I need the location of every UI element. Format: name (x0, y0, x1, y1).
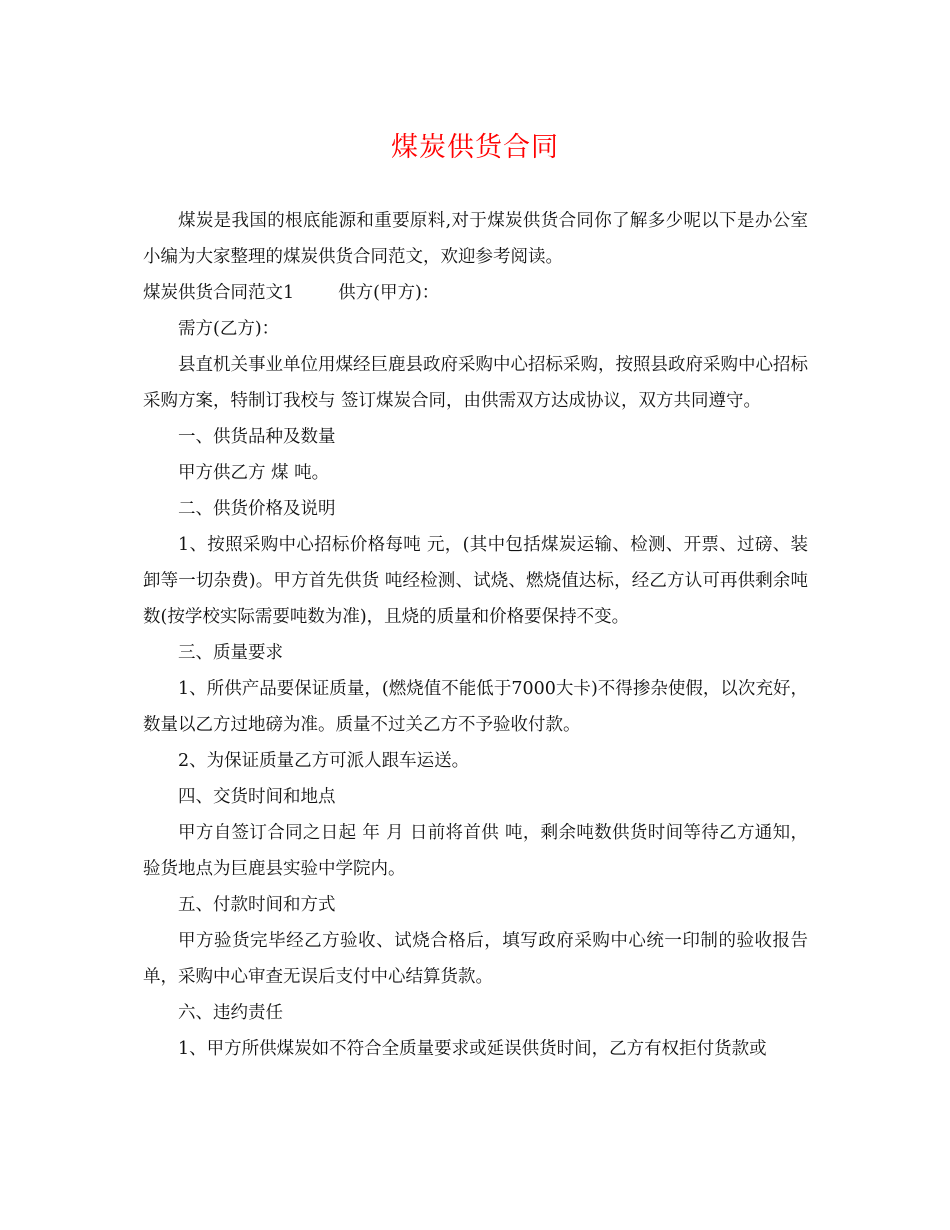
section-heading-5: 五、付款时间和方式 (178, 895, 336, 915)
party-a-label: 供方(甲方)： (338, 283, 440, 303)
section-heading-4: 四、交货时间和地点 (178, 787, 336, 807)
document-body (143, 203, 808, 1067)
section-heading-2: 二、供货价格及说明 (178, 499, 336, 519)
paragraph-quantity: 甲方供乙方 煤 吨。 (178, 463, 330, 483)
section-heading-1: 一、供货品种及数量 (178, 427, 336, 447)
paragraph-preamble: 县直机关事业单位用煤经巨鹿县政府采购中心招标采购，按照县政府采购中心招标采购方案，特制订我校与 签订煤炭合同，由供需双方达成协议，双方共同遵守。 (143, 355, 808, 411)
paragraph-intro: 煤炭是我国的根底能源和重要原料,对于煤炭供货合同你了解多少呢以下是办公室小编为大家整理的煤炭供货合同范文，欢迎参考阅读。 (143, 211, 808, 267)
paragraph-liability-1: 1、甲方所供煤炭如不符合全质量要求或延误供货时间，乙方有权拒付货款或 (178, 1039, 767, 1059)
paragraph-price: 1、按照采购中心招标价格每吨 元，(其中包括煤炭运输、检测、开票、过磅、装卸等一切杂费)。甲方首先供货 吨经检测、试烧、燃烧值达标，经乙方认可再供剩余吨数(按学校实际需要吨数为准)，且烧的质量和价格要保持不变。 (143, 535, 808, 627)
paragraph-sample-heading (143, 275, 808, 311)
section-heading-3: 三、质量要求 (178, 643, 283, 663)
paragraph-quality-2: 2、为保证质量乙方可派人跟车运送。 (178, 751, 470, 771)
party-b-label: 需方(乙方)： (178, 319, 280, 339)
paragraph-payment: 甲方验货完毕经乙方验收、试烧合格后，填写政府采购中心统一印制的验收报告单，采购中心审查无误后支付中心结算货款。 (143, 931, 808, 987)
sample-title: 煤炭供货合同范文1 (143, 283, 295, 303)
section-heading-6: 六、违约责任 (178, 1003, 283, 1023)
document-title: 煤炭供货合同 (391, 132, 559, 163)
paragraph-delivery: 甲方自签订合同之日起 年 月 日前将首供 吨，剩余吨数供货时间等待乙方通知，验货地点为巨鹿县实验中学院内。 (143, 823, 808, 879)
paragraph-quality-1: 1、所供产品要保证质量，(燃烧值不能低于7000大卡)不得掺杂使假，以次充好，数量以乙方过地磅为准。质量不过关乙方不予验收付款。 (143, 679, 808, 735)
